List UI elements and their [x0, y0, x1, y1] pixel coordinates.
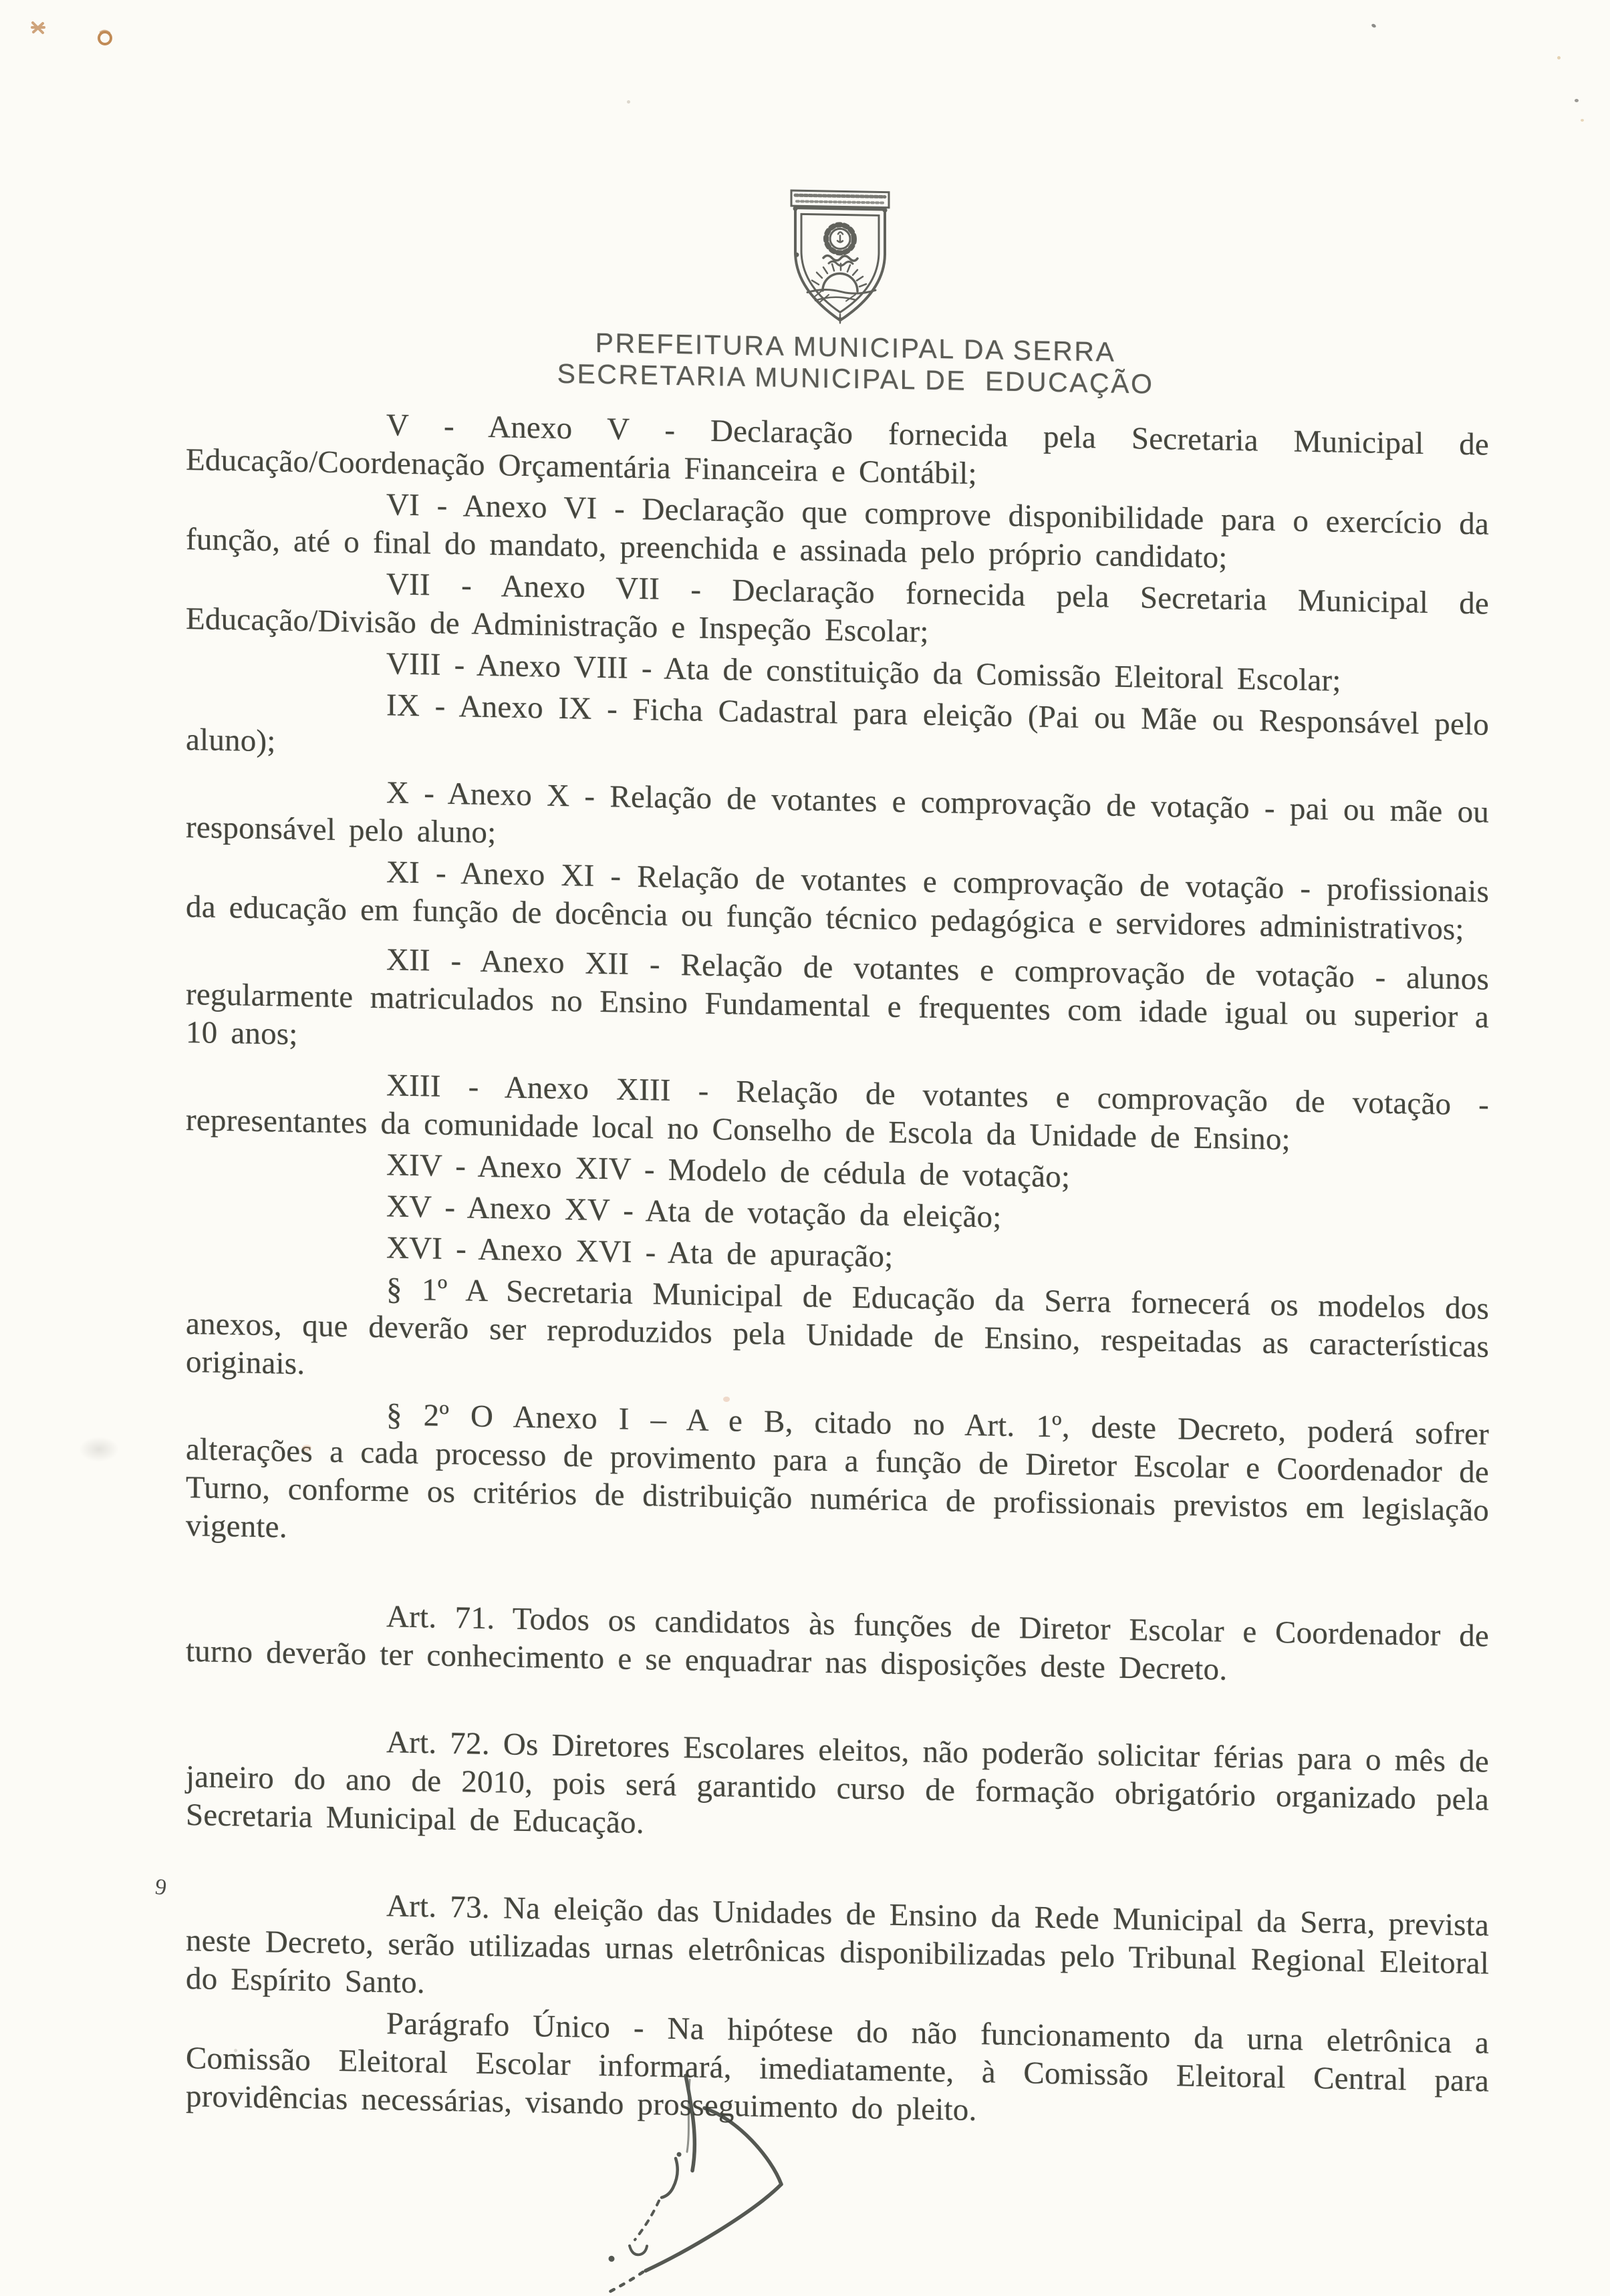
paper-speck — [723, 1397, 730, 1402]
department-name: SECRETARIA MUNICIPAL DE EDUCAÇÃO — [557, 357, 1154, 400]
paragraph-anexo-xi: XI - Anexo XI - Relação de votantes e comprovação de votação - profissionais da educação em função de docência ou função técnico pedagógica e servidores administrativos; — [186, 855, 1489, 948]
paragraph-anexo-vii: VII - Anexo VII - Declaração fornecida pela Secretaria Municipal de Educação/Divisão de Administração e Inspeção Escolar; — [186, 567, 1489, 650]
paragraph-anexo-xvi: XVI - Anexo XVI - Ata de apuração; — [386, 1230, 894, 1274]
paragraph-anexo-xiii: XIII - Anexo XIII - Relação de votantes e comprovação de votação - representantes da comunidade local no Conselho de Escola da Unidade de Ensino; — [186, 1068, 1489, 1157]
paragraph-paragrafo-1: § 1º A Secretaria Municipal de Educação da Serra fornecerá os modelos dos anexos, que deverão ser reproduzidos pela Unidade de Ensino, respeitadas as características originais. — [186, 1272, 1489, 1382]
coat-of-arms-icon — [781, 188, 900, 329]
paragraph-anexo-v: V - Anexo V - Declaração fornecida pela Secretaria Municipal de Educação/Coordenação Orçamentária Financeira e Contábil; — [186, 408, 1489, 492]
paragraph-art-73: Art. 73. Na eleição das Unidades de Ensino da Rede Municipal da Serra, prevista neste Decreto, serão utilizadas urnas eletrônicas disponibilizadas pelo Tribunal Regional Eleitoral do Espírito Santo. — [186, 1888, 1489, 2001]
institution-name: PREFEITURA MUNICIPAL DA SERRA — [595, 327, 1116, 368]
paper-speck — [1581, 119, 1584, 122]
paragraph-anexo-ix: IX - Anexo IX - Ficha Cadastral para eleição (Pai ou Mãe ou Responsável pelo aluno); — [186, 688, 1489, 759]
ink-mark: 9 — [153, 1874, 168, 1901]
gray-smudge-stain — [79, 1437, 119, 1462]
paragraph-anexo-x: X - Anexo X - Relação de votantes e comprovação de votação - pai ou mãe ou responsável pelo aluno; — [186, 775, 1489, 851]
paragraph-anexo-viii: VIII - Anexo VIII - Ata de constituição da Comissão Eleitoral Escolar; — [386, 646, 1341, 698]
paper-speck — [627, 100, 630, 104]
orange-x-stain — [29, 19, 47, 36]
paragraph-anexo-xii: XII - Anexo XII - Relação de votantes e comprovação de votação - alunos regularmente matriculados no Ensino Fundamental e frequentes com idade igual ou superior a 10 anos; — [186, 942, 1489, 1052]
paragraph-art-72: Art. 72. Os Diretores Escolares eleitos, não poderão solicitar férias para o mês de janeiro do ano de 2010, pois será garantido curso de formação obrigatório organizado pela Secretaria Municipal de Educação. — [186, 1725, 1489, 1841]
paragraph-art-71: Art. 71. Todos os candidatos às funções de Diretor Escolar e Coordenador de turno deverão ter conhecimento e se enquadrar nas disposições deste Decreto. — [186, 1599, 1489, 1687]
paragraph-paragrafo-2: § 2º O Anexo I – A e B, citado no Art. 1º, deste Decreto, poderá sofrer alterações a cada processo de provimento para a função de Diretor Escolar e Coordenador de Turno, conforme os critérios de distribuição numérica de profissionais previstos em legislação vigente. — [186, 1397, 1489, 1545]
paper-speck — [1575, 99, 1579, 102]
document-body — [186, 403, 1489, 2139]
paragraph-anexo-xiv: XIV - Anexo XIV - Modelo de cédula de votação; — [386, 1147, 1071, 1195]
paper-speck — [1557, 56, 1561, 59]
paragraph-anexo-xv: XV - Anexo XV - Ata de votação da eleição; — [386, 1189, 1002, 1235]
signature-scribble — [573, 2049, 854, 2296]
orange-ring-stain — [95, 28, 115, 48]
document-header — [521, 326, 1190, 401]
paragraph-anexo-vi: VI - Anexo VI - Declaração que comprove disponibilidade para o exercício da função, até o final do mandato, preenchida e assinada pelo próprio candidato; — [186, 487, 1489, 575]
paper-speck — [234, 2049, 237, 2052]
municipal-coat-of-arms — [781, 188, 900, 329]
paper-speck — [302, 1445, 311, 1451]
paragraph-paragrafo-unico: Parágrafo Único - Na hipótese do não funcionamento da urna eletrônica a Comissão Eleitoral Escolar informará, imediatamente, à Comissão Eleitoral Central para providências necessárias, visando prosseguimento do pleito. — [186, 2006, 1489, 2128]
